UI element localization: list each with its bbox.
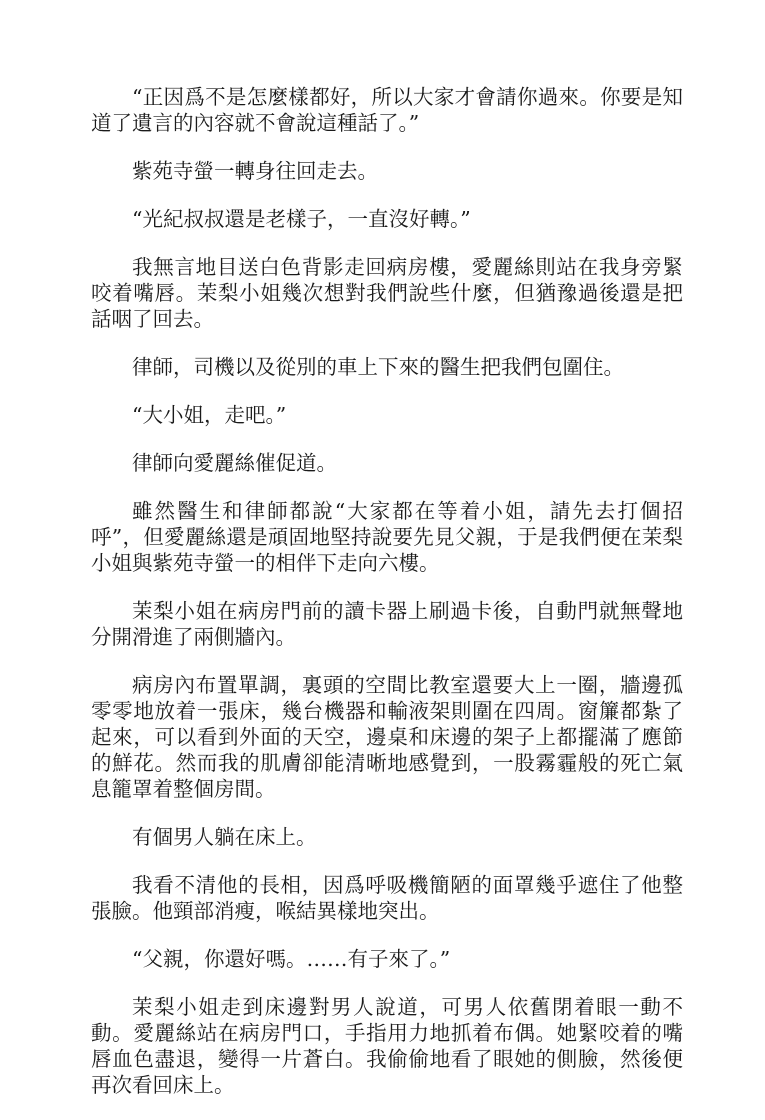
paragraph: “大小姐，走吧。” bbox=[132, 403, 287, 427]
paragraph: 茉梨小姐在病房門前的讀卡器上刷過卡後，自動門就無聲地分開滑進了兩側牆內。 bbox=[91, 599, 683, 649]
paragraph: 紫苑寺螢一轉身往回走去。 bbox=[132, 159, 378, 183]
document-body bbox=[91, 84, 683, 1120]
paragraph: “正因爲不是怎麼樣都好，所以大家才會請你過來。你要是知道了遺言的內容就不會說這種話了。” bbox=[91, 85, 683, 135]
paragraph: 病房內布置單調，裏頭的空間比教室還要大上一圈，牆邊孤零零地放着一張床，幾台機器和輸液架則圍在四周。窗簾都紮了起來，可以看到外面的天空，邊桌和床邊的架子上都擺滿了應節的鮮花。然而我的肌膚卻能清晰地感覺到，一股霧霾般的死亡氣息籠罩着整個房間。 bbox=[91, 673, 683, 801]
paragraph: 律師，司機以及從別的車上下來的醫生把我們包圍住。 bbox=[132, 355, 624, 379]
paragraph: “父親，你還好嗎。……有子來了。” bbox=[132, 947, 451, 971]
paragraph: 我看不清他的長相，因爲呼吸機簡陋的面罩幾乎遮住了他整張臉。他頸部消瘦，喉結異樣地突出。 bbox=[91, 873, 683, 923]
paragraph: 我無言地目送白色背影走回病房樓，愛麗絲則站在我身旁緊咬着嘴唇。茉梨小姐幾次想對我們說些什麼，但猶豫過後還是把話咽了回去。 bbox=[91, 255, 683, 331]
paragraph: 律師向愛麗絲催促道。 bbox=[132, 451, 337, 475]
paragraph: 茉梨小姐走到床邊對男人說道，可男人依舊閉着眼一動不動。愛麗絲站在病房門口，手指用力地抓着布偶。她緊咬着的嘴唇血色盡退，變得一片蒼白。我偷偷地看了眼她的側臉，然後便再次看回床上。 bbox=[91, 995, 683, 1097]
paragraph: 雖然醫生和律師都說“大家都在等着小姐，請先去打個招呼”，但愛麗絲還是頑固地堅持說要先見父親，于是我們便在茉梨小姐與紫苑寺螢一的相伴下走向六樓。 bbox=[91, 499, 683, 575]
paragraph: “光紀叔叔還是老樣子，一直沒好轉。” bbox=[132, 207, 471, 231]
paragraph: 有個男人躺在床上。 bbox=[132, 825, 317, 849]
